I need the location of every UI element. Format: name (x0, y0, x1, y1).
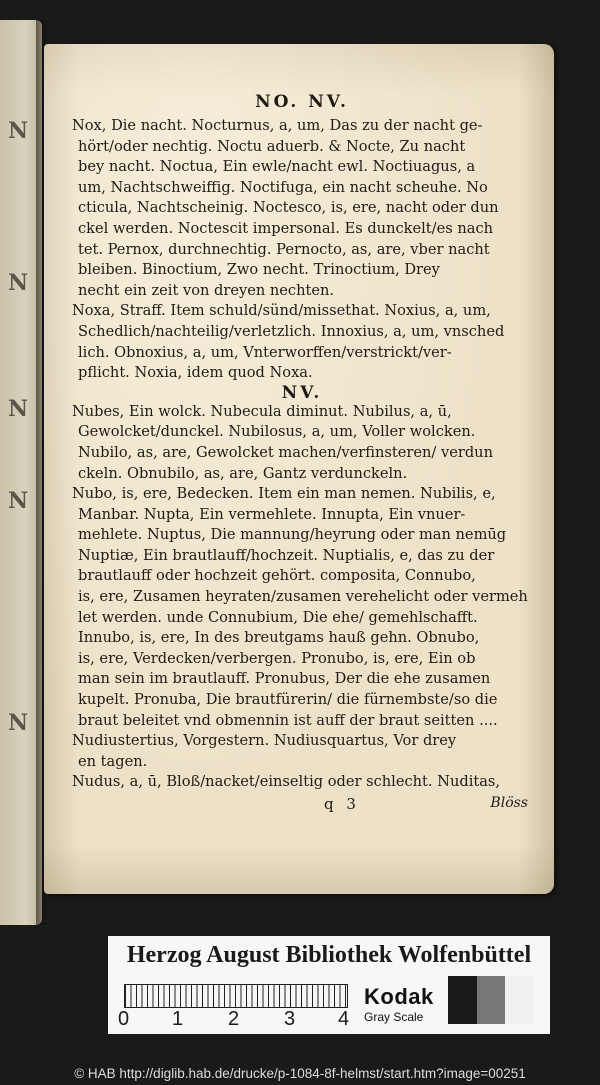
entry-line: Nudus, a, ū, Bloß/nacket/einseltig oder schlecht. Nuditas, (72, 773, 501, 791)
entry-line: pflicht. Noxia, idem quod Noxa. (78, 364, 313, 382)
entry-line: Nubes, Ein wolck. Nubecula diminut. Nubilus, a, ū, (72, 402, 452, 420)
copyright-footer: © HAB http://diglib.hab.de/drucke/p-1084-8f-helmst/start.htm?image=00251 (74, 1066, 526, 1081)
entry-line: let werden. unde Connubium, Die ehe/ gemehlschafft. (78, 608, 478, 626)
entry-line: Nudiustertius, Vorgestern. Nudiusquartus, Vor drey (72, 732, 457, 750)
dictionary-entry (72, 484, 532, 731)
ghost-letter: N (8, 488, 29, 514)
entry-line: um, Nachtschweiffig. Noctifuga, ein nacht scheuhe. No (78, 178, 488, 196)
entry-line: ckel werden. Noctescit impersonal. Es dunckelt/es nach (78, 219, 494, 237)
entry-line: necht ein zeit von dreyen nechten. (78, 281, 335, 299)
entry-line: Nuptiæ, Ein brautlauff/hochzeit. Nuptialis, e, das zu der (78, 546, 495, 564)
library-banner (108, 936, 550, 1034)
institution-name: Herzog August Bibliothek Wolfenbüttel (126, 942, 532, 968)
kodak-brand: Kodak (364, 984, 434, 1009)
ruler-number: 0 (118, 1008, 130, 1030)
gray-swatch (477, 976, 506, 1024)
dictionary-entry (72, 402, 532, 484)
entry-line: Manbar. Nupta, Ein vermehlete. Innupta, Ein vnuer- (78, 505, 466, 523)
gray-swatch (505, 976, 534, 1024)
kodak-label (364, 984, 444, 1024)
ghost-letter: N (8, 710, 29, 736)
entry-line: en tagen. (78, 752, 148, 770)
gray-scale-label: Gray Scale (364, 1010, 424, 1024)
entry-line: Nox, Die nacht. Nocturnus, a, um, Das zu der nacht ge- (72, 117, 483, 134)
catchword: Blöss (490, 795, 528, 811)
ruler-number: 2 (228, 1008, 240, 1030)
entry-line: Noxa, Straff. Item schuld/sünd/missethat. Noxius, a, um, (72, 302, 491, 320)
scale-ruler (118, 984, 348, 1030)
entries-group-nox (72, 116, 532, 384)
entry-line: brautlauff oder hochzeit gehört. composita, Connubo, (78, 567, 476, 585)
ruler-number: 4 (338, 1008, 350, 1030)
ghost-letter: N (8, 118, 29, 144)
book-page (44, 44, 554, 894)
dictionary-entry (72, 772, 532, 793)
signature-mark: q 3 (324, 795, 360, 813)
entry-line: braut beleitet vnd obmennin ist auff der braut seitten .... (78, 711, 498, 729)
dictionary-entry (72, 301, 532, 383)
entry-line: is, ere, Verdecken/verbergen. Pronubo, is, ere, Ein ob (78, 649, 476, 667)
entry-line: cticula, Nachtscheinig. Noctesco, is, ere, nacht oder dun (78, 199, 499, 217)
dictionary-entry (72, 731, 532, 772)
entry-line: Schedlich/nachteilig/verletzlich. Innoxius, a, um, vnsched (78, 322, 505, 340)
gray-swatch (448, 976, 477, 1024)
entry-line: lich. Obnoxius, a, um, Vnterworffen/verstrickt/ver- (78, 343, 452, 361)
entry-line: ckeln. Obnubilo, as, are, Gantz verdunckeln. (78, 464, 408, 482)
entry-line: man sein im brautlauff. Pronubus, Der die ehe zusamen (78, 670, 491, 688)
entry-line: Nubo, is, ere, Bedecken. Item ein man nemen. Nubilis, e, (72, 485, 496, 503)
entry-line: Nubilo, as, are, Gewolcket machen/verfinsteren/ verdun (78, 443, 493, 461)
gray-scale-swatches (448, 976, 534, 1024)
entry-line: hört/oder nechtig. Noctu aduerb. & Nocte, Zu nacht (78, 137, 466, 155)
entry-line: bleiben. Binoctium, Zwo necht. Trinoctium, Drey (78, 261, 440, 279)
page-signature-row (72, 795, 532, 817)
entry-line: Gewolcket/dunckel. Nubilosus, a, um, Voller wolcken. (78, 423, 476, 441)
page-text (72, 92, 532, 819)
entries-group-nub (72, 402, 532, 793)
ruler-number: 1 (172, 1008, 184, 1030)
page-foot (72, 795, 532, 819)
ruler-number: 3 (284, 1008, 296, 1030)
dictionary-entry (72, 116, 532, 301)
entry-line: kupelt. Pronuba, Die brautfürerin/ die fürnembste/so die (78, 691, 498, 709)
entry-line: is, ere, Zusamen heyraten/zusamen verehelicht oder vermeh (78, 588, 528, 606)
entry-line: tet. Pernox, durchnechtig. Pernocto, as, are, vber nacht (78, 240, 490, 258)
page-header: NO. NV. (255, 92, 349, 112)
entry-line: mehlete. Nuptus, Die mannung/heyrung oder man nemūg (78, 526, 507, 544)
ghost-letter: N (8, 396, 29, 422)
ruler-ticks (124, 984, 348, 1008)
ghost-letter: N (8, 270, 29, 296)
section-title: NV. (281, 382, 323, 403)
entry-line: bey nacht. Noctua, Ein ewle/nacht ewl. Noctiuagus, a (78, 158, 476, 176)
entry-line: Innubo, is, ere, In des breutgams hauß gehn. Obnubo, (78, 629, 480, 647)
